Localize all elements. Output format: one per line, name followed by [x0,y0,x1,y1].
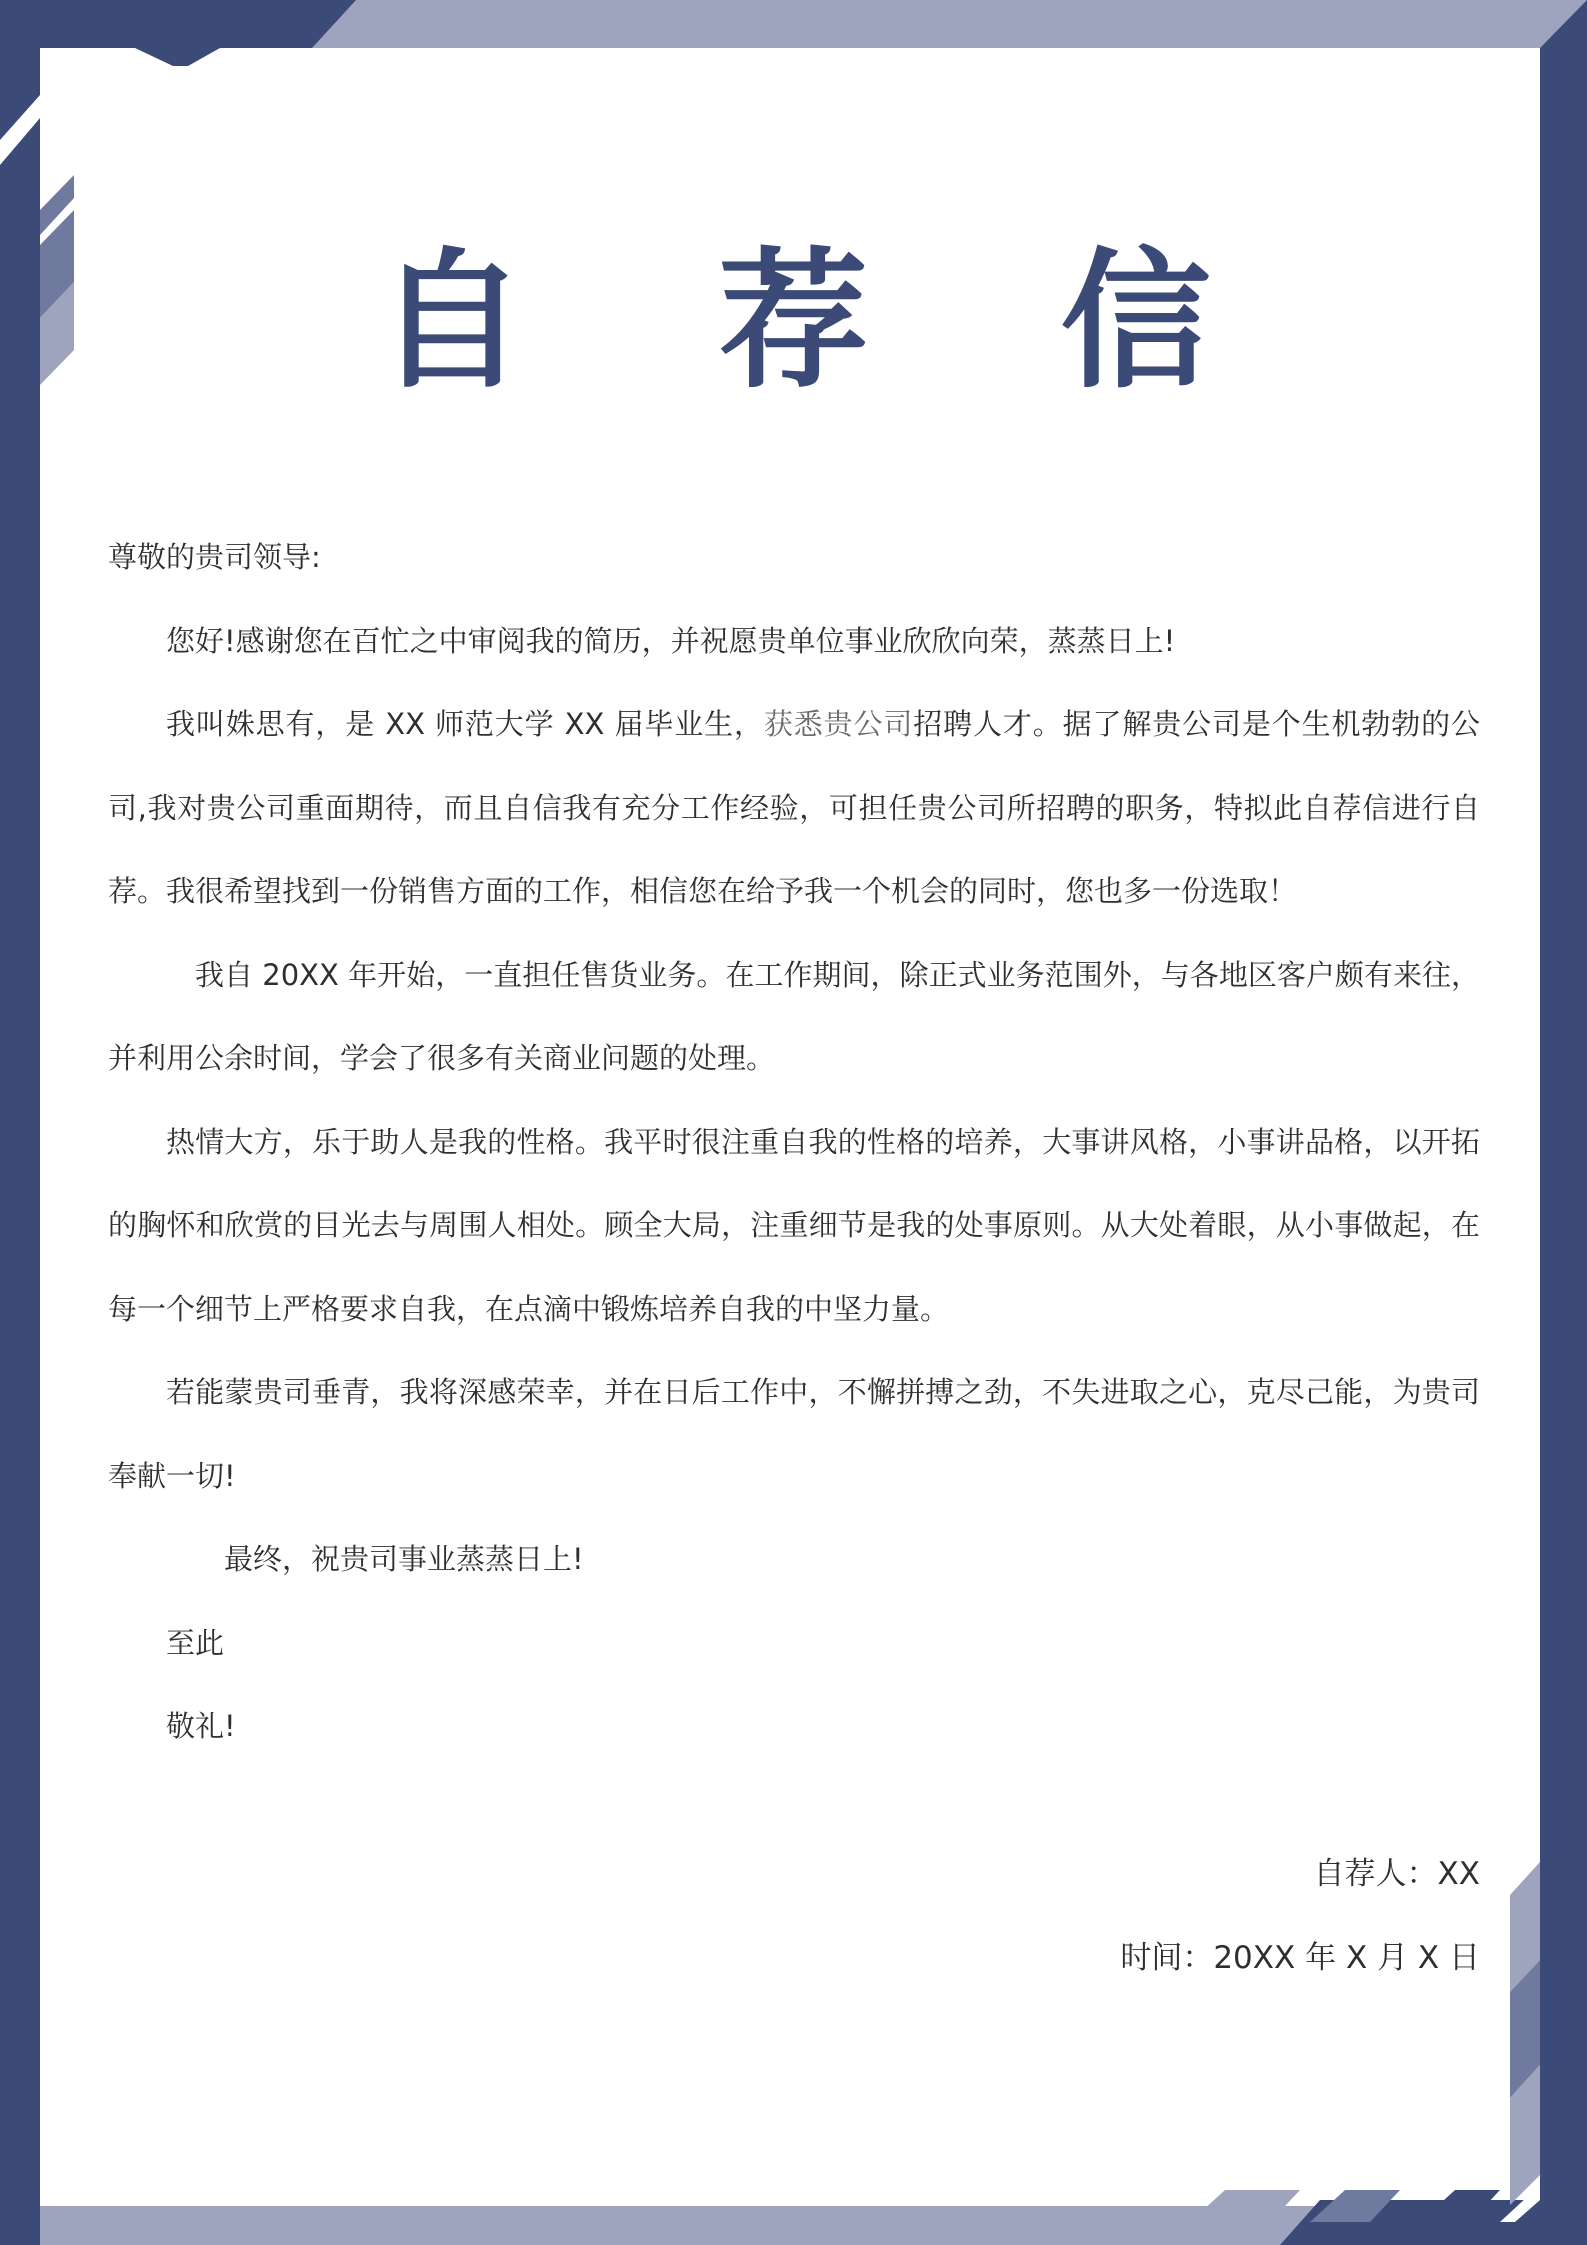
signature-name: 自荐人：XX [1313,1856,1480,1892]
intro-text-a: 我叫姝思有，是 XX 师范大学 XX 届毕业生， [166,707,764,741]
frame-stripe [135,48,220,66]
salutation: 尊敬的贵司领导: [108,540,321,574]
intro-text-c: 招聘人才。据了解贵公司是个生机勃勃的公司,我对贵公司重面期待，而且自信我有充分工作经验，可担任贵公司所招聘的职务，特拟此自荐信进行自荐。我很希望找到一份销售方面的工作，相信您在给予我一个机会的同时，您也多一份选取！ [108,707,1480,908]
intro-paragraph [108,683,1480,934]
wish-line: 最终，祝贵司事业蒸蒸日上! [224,1542,584,1576]
commitment-paragraph: 若能蒙贵司垂青，我将深感荣幸，并在日后工作中，不懈拼搏之劲，不失进取之心，克尽己能，为贵司奉献一切! [108,1375,1480,1493]
greeting-paragraph: 您好!感谢您在百忙之中审阅我的简历，并祝愿贵单位事业欣欣向荣，蒸蒸日上! [166,623,1176,658]
experience-paragraph: 我自 20XX 年开始，一直担任售货业务。在工作期间，除正式业务范围外，与各地区客户颇有来往，并利用公余时间，学会了很多有关商业问题的处理。 [108,957,1480,1075]
signature-date: 时间：20XX 年 X 月 X 日 [1120,1940,1480,1976]
intro-text-b: 获悉贵公司 [763,707,914,741]
page-title: 自 荐 信 [376,235,1281,409]
frame-stripe [270,48,380,66]
frame-stripe [40,48,74,88]
frame-bottom-left-corner [0,2206,40,2245]
personality-paragraph: 热情大方，乐于助人是我的性格。我平时很注重自我的性格的培养，大事讲风格，小事讲品格，以开拓的胸怀和欣赏的目光去与周围人相处。顾全大局，注重细节是我的处事原则。从大处着眼，从小事做起，在每一个细节上严格要求自我，在点滴中锻炼培养自我的中坚力量。 [108,1124,1480,1326]
letter-body [108,516,1480,1769]
signature-block [1120,1832,1480,2000]
closing-line-1: 至此 [166,1625,225,1660]
closing-line-2: 敬礼! [166,1709,236,1743]
